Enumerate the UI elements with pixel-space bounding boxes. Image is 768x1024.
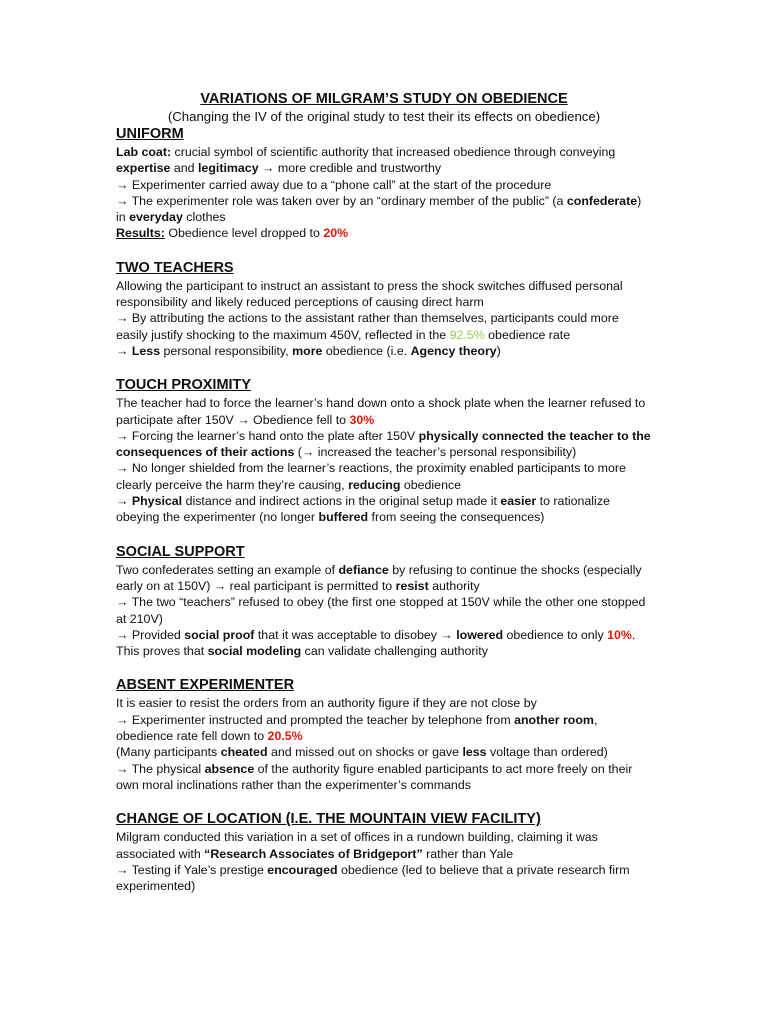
text-run: resist xyxy=(395,578,429,593)
text-run: lowered xyxy=(456,627,504,642)
text-run: obedience rate xyxy=(484,327,571,342)
text-run: by refusing to continue the shocks (especially early on at 150V) → real participant is permitted to xyxy=(116,562,642,593)
section-paragraph xyxy=(116,744,652,760)
sections-container xyxy=(116,125,652,894)
text-run: → No longer shielded from the learner’s reactions, the proximity enabled participants to more clearly perceive the harm they’re causing, xyxy=(116,461,626,492)
text-run: legitimacy xyxy=(197,161,259,176)
text-run: confederate xyxy=(566,193,638,208)
section-heading: ABSENT EXPERIMENTER xyxy=(116,677,295,694)
text-run: clothes xyxy=(182,210,226,225)
text-run: personal responsibility, xyxy=(160,343,293,358)
text-run: easier xyxy=(500,494,537,509)
text-run: → The physical xyxy=(116,761,205,776)
text-run: another room xyxy=(514,712,594,727)
text-run: , obedience rate fell down to xyxy=(116,712,598,744)
section-paragraph xyxy=(116,493,652,526)
section-heading: SOCIAL SUPPORT xyxy=(116,543,245,560)
text-run: (→ increased the teacher’s personal responsibility) xyxy=(294,445,577,460)
text-run: physically connected the teacher to the consequences of their actions xyxy=(116,428,651,460)
text-run: → The experimenter role was taken over by an “ordinary member of the public” (a xyxy=(116,193,567,208)
text-run: Physical xyxy=(131,494,183,509)
section-paragraph xyxy=(116,712,652,745)
text-run: from seeing the consequences) xyxy=(368,510,545,525)
text-run: It is easier to resist the orders from an authority figure if they are not close by xyxy=(116,696,537,711)
text-run: encouraged xyxy=(267,862,338,877)
text-run: → xyxy=(116,494,132,509)
text-run: → Provided xyxy=(116,627,185,642)
text-run: everyday xyxy=(129,210,183,225)
section xyxy=(116,543,652,660)
text-run: defiance xyxy=(338,562,389,577)
text-run: → Experimenter instructed and prompted the teacher by telephone from xyxy=(116,712,515,727)
text-run: 30% xyxy=(349,412,375,427)
text-run: obedience (i.e. xyxy=(322,343,411,358)
text-run: less xyxy=(462,745,487,760)
document-subtitle: (Changing the IV of the original study to test their its effects on obedience) xyxy=(167,109,601,124)
text-run: social modeling xyxy=(207,644,302,659)
section-paragraph xyxy=(116,428,652,461)
text-run: crucial symbol of scientific authority that increased obedience through conveying xyxy=(171,145,616,159)
text-run: Results: xyxy=(116,226,165,241)
section-paragraph xyxy=(116,562,652,595)
section xyxy=(116,259,652,359)
text-run: reducing xyxy=(348,477,401,492)
text-run: Less xyxy=(131,343,161,358)
text-run: (Many participants xyxy=(116,745,221,760)
section-paragraph xyxy=(116,193,652,226)
section-paragraph xyxy=(116,343,652,359)
text-run: → Testing if Yale’s prestige xyxy=(116,862,268,877)
section xyxy=(116,376,652,525)
text-run: → xyxy=(116,343,132,358)
text-run: 92.5% xyxy=(449,327,485,342)
section xyxy=(116,125,652,242)
text-run: more xyxy=(292,343,323,358)
text-run: “Research Associates of Bridgeport” xyxy=(204,846,423,861)
section xyxy=(116,676,652,793)
text-run: → By attributing the actions to the assistant rather than themselves, participants could more easily justify shocking to the maximum 450V, reflected in the xyxy=(116,311,619,342)
section-heading: CHANGE OF LOCATION (I.E. THE MOUNTAIN VIEW FACILITY) xyxy=(116,811,541,828)
text-run: voltage than ordered) xyxy=(486,745,608,760)
section xyxy=(116,810,652,894)
text-run: 20.5% xyxy=(267,729,303,744)
section-paragraph xyxy=(116,761,652,794)
text-run: . This proves that xyxy=(116,627,636,659)
text-run: can validate challenging authority xyxy=(301,644,488,659)
section-heading: UNIFORM xyxy=(116,126,184,142)
section-paragraph xyxy=(116,460,652,493)
text-run: expertise xyxy=(116,161,171,176)
section-paragraph xyxy=(116,627,652,660)
text-run: Milgram conducted this variation in a set of offices in a rundown building, claiming it was associated with xyxy=(116,830,598,861)
section-paragraph xyxy=(116,395,652,428)
text-run: of the authority figure enabled participants to act more freely on their own moral inclinations rather than the experimenter’s commands xyxy=(116,761,633,792)
text-run: and xyxy=(170,161,198,176)
text-run: obedience to only xyxy=(503,627,608,642)
text-run: obedience (led to believe that a private research firm experimented) xyxy=(116,862,630,894)
text-run: Lab coat: xyxy=(116,145,172,159)
text-run: to rationalize obeying the experimenter (no longer xyxy=(116,494,610,525)
text-run: obedience xyxy=(400,477,462,492)
section-paragraph xyxy=(116,594,652,627)
section-paragraph xyxy=(116,177,652,193)
text-run: rather than Yale xyxy=(422,846,514,861)
text-run: cheated xyxy=(220,745,268,760)
section-paragraph xyxy=(116,829,652,862)
section-paragraph xyxy=(116,862,652,895)
section-paragraph xyxy=(116,225,652,241)
text-run: and missed out on shocks or gave xyxy=(267,745,463,760)
section-paragraph xyxy=(116,695,652,711)
text-run: buffered xyxy=(318,510,369,525)
section-paragraph xyxy=(116,310,652,343)
text-run: authority xyxy=(428,578,480,593)
text-run: that it was acceptable to disobey → xyxy=(254,627,457,642)
text-run: Agency theory xyxy=(410,343,497,358)
text-run: Allowing the participant to instruct an assistant to press the shock switches diffused personal responsibility and likely reduced perceptions of causing direct harm xyxy=(116,278,623,310)
text-run: Two confederates setting an example of xyxy=(116,562,339,577)
section-heading: TOUCH PROXIMITY xyxy=(116,377,252,394)
text-run: → The two “teachers” refused to obey (the first one stopped at 150V while the other one stopped at 210V) xyxy=(116,595,646,626)
text-run: ) xyxy=(496,343,501,358)
document-title: VARIATIONS OF MILGRAM’S STUDY ON OBEDIENCE xyxy=(200,91,568,107)
section-paragraph xyxy=(116,278,652,311)
text-run: absence xyxy=(204,761,255,776)
text-run: → more credible and trustworthy xyxy=(258,161,442,176)
text-run: 20% xyxy=(323,226,349,241)
text-run: The teacher had to force the learner’s hand down onto a shock plate when the learner refused to participate after 150V → Obedience fell to xyxy=(116,396,646,427)
text-run: Obedience level dropped to xyxy=(164,226,324,241)
text-run: → Experimenter carried away due to a “phone call” at the start of the procedure xyxy=(116,177,552,192)
section-paragraph xyxy=(116,144,652,177)
text-run: ) in xyxy=(116,193,642,225)
text-run: social proof xyxy=(184,627,255,642)
text-run: 10% xyxy=(607,627,632,642)
section-heading: TWO TEACHERS xyxy=(116,259,234,276)
text-run: → Forcing the learner’s hand onto the plate after 150V xyxy=(116,428,419,443)
text-run: distance and indirect actions in the original setup made it xyxy=(182,494,501,509)
